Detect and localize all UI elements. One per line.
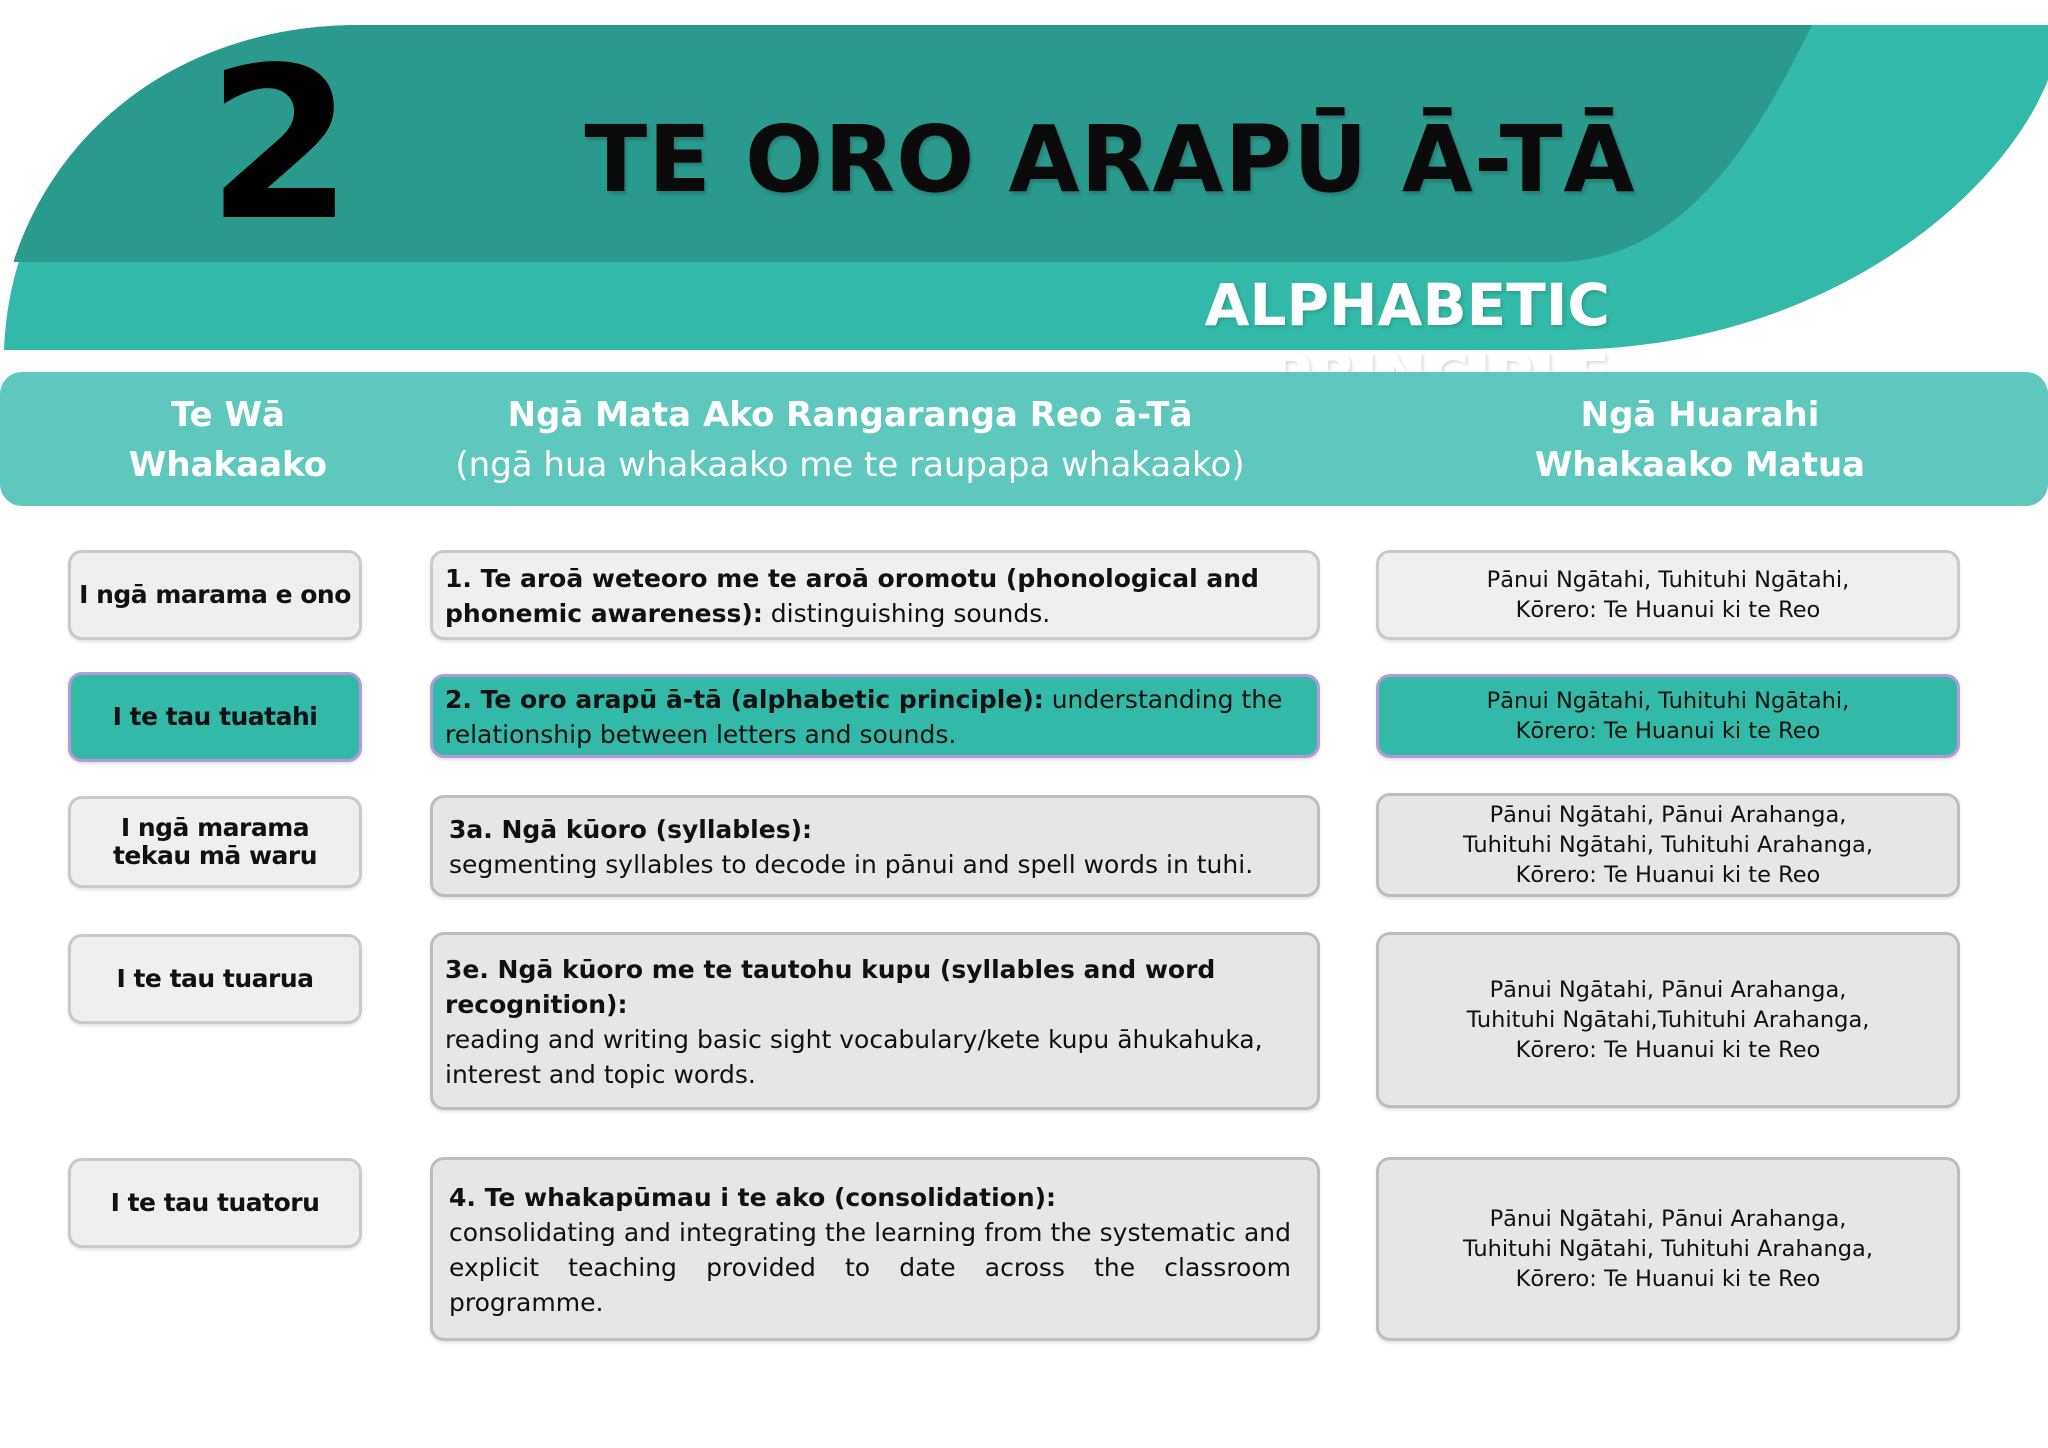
row-3-approach-line1: Pānui Ngātahi, Pānui Arahanga, [1489,802,1847,828]
page-subtitle: ALPHABETIC [1204,271,1610,339]
row-2-focus-text: understanding the relationship between letters and sounds. [445,685,1283,749]
banner [0,0,2048,360]
row-5-approaches [1376,1157,1960,1341]
column-header-approaches-line2: Whakaako Matua [1534,445,1866,485]
row-3-approach-line3: Kōrero: Te Huanui ki te Reo [1515,862,1821,888]
row-4-approach-line3: Kōrero: Te Huanui ki te Reo [1515,1037,1821,1063]
row-2-focus [430,674,1320,758]
row-2-time [68,672,362,762]
row-1-time-text: I ngā marama e ono [79,580,351,609]
row-3-approaches [1376,793,1960,897]
row-5-time-text: I te tau tuatoru [110,1188,320,1217]
row-5-focus-heading: 4. Te whakapūmau i te ako (consolidation): [449,1183,1057,1212]
row-5-approach-line3: Kōrero: Te Huanui ki te Reo [1515,1266,1821,1292]
row-2-approaches [1376,674,1960,758]
row-1-time [68,550,362,640]
row-3-time-line2: tekau mā waru [112,841,318,870]
row-1-approaches [1376,550,1960,640]
row-4-focus [430,932,1320,1110]
row-3-approach-line2: Tuhituhi Ngātahi, Tuhituhi Arahanga, [1463,832,1873,858]
page-title: TE ORO ARAPŪ Ā-TĀ [584,106,1636,213]
row-4-focus-text: reading and writing basic sight vocabulary/kete kupu āhukahuka, interest and topic words. [445,1025,1263,1089]
row-4-time [68,934,362,1024]
row-2-focus-heading: 2. Te oro arapū ā-tā (alphabetic principle): [445,685,1044,714]
column-header-time [78,390,378,490]
row-1-focus [430,550,1320,640]
row-1-focus-text: distinguishing sounds. [762,599,1051,628]
row-5-approach-line1: Pānui Ngātahi, Pānui Arahanga, [1489,1206,1847,1232]
column-header-approaches-line1: Ngā Huarahi [1580,395,1820,435]
row-4-approaches [1376,932,1960,1108]
row-1-focus-heading: 1. Te aroā weteoro me te aroā oromotu (phonological and phonemic awareness): [445,564,1259,628]
row-5-time [68,1158,362,1248]
row-5-focus-text: consolidating and integrating the learning from the systematic and explicit teaching provided to date across the classroom programme. [449,1218,1291,1317]
column-header-approaches [1450,390,1950,490]
row-1-approach-line1: Pānui Ngātahi, Tuhituhi Ngātahi, [1486,567,1850,593]
row-4-approach-line2: Tuhituhi Ngātahi,Tuhituhi Arahanga, [1466,1007,1870,1033]
row-3-focus-text: segmenting syllables to decode in pānui and spell words in tuhi. [449,850,1254,879]
row-2-approach-line1: Pānui Ngātahi, Tuhituhi Ngātahi, [1486,688,1850,714]
row-3-time [68,796,362,888]
row-1-approach-line2: Kōrero: Te Huanui ki te Reo [1515,597,1821,623]
section-number: 2 [206,22,354,267]
row-3-time-line1: I ngā marama [120,813,310,842]
row-4-approach-line1: Pānui Ngātahi, Pānui Arahanga, [1489,977,1847,1003]
column-header-focus-line2: (ngā hua whakaako me te raupapa whakaako) [455,445,1245,485]
row-5-approach-line2: Tuhituhi Ngātahi, Tuhituhi Arahanga, [1463,1236,1873,1262]
column-header-bar [0,372,2048,506]
row-5-focus [430,1157,1320,1341]
column-header-focus-line1: Ngā Mata Ako Rangaranga Reo ā-Tā [507,395,1193,435]
column-header-focus [380,390,1320,490]
row-3-focus [430,795,1320,897]
column-header-time-line1: Te Wā [170,395,286,435]
row-2-time-text: I te tau tuatahi [112,702,318,731]
row-2-approach-line2: Kōrero: Te Huanui ki te Reo [1515,718,1821,744]
row-4-focus-heading: 3e. Ngā kūoro me te tautohu kupu (syllables and word recognition): [445,955,1216,1019]
row-4-time-text: I te tau tuarua [116,964,314,993]
row-3-focus-heading: 3a. Ngā kūoro (syllables): [449,815,813,844]
column-header-time-line2: Whakaako [128,445,328,485]
